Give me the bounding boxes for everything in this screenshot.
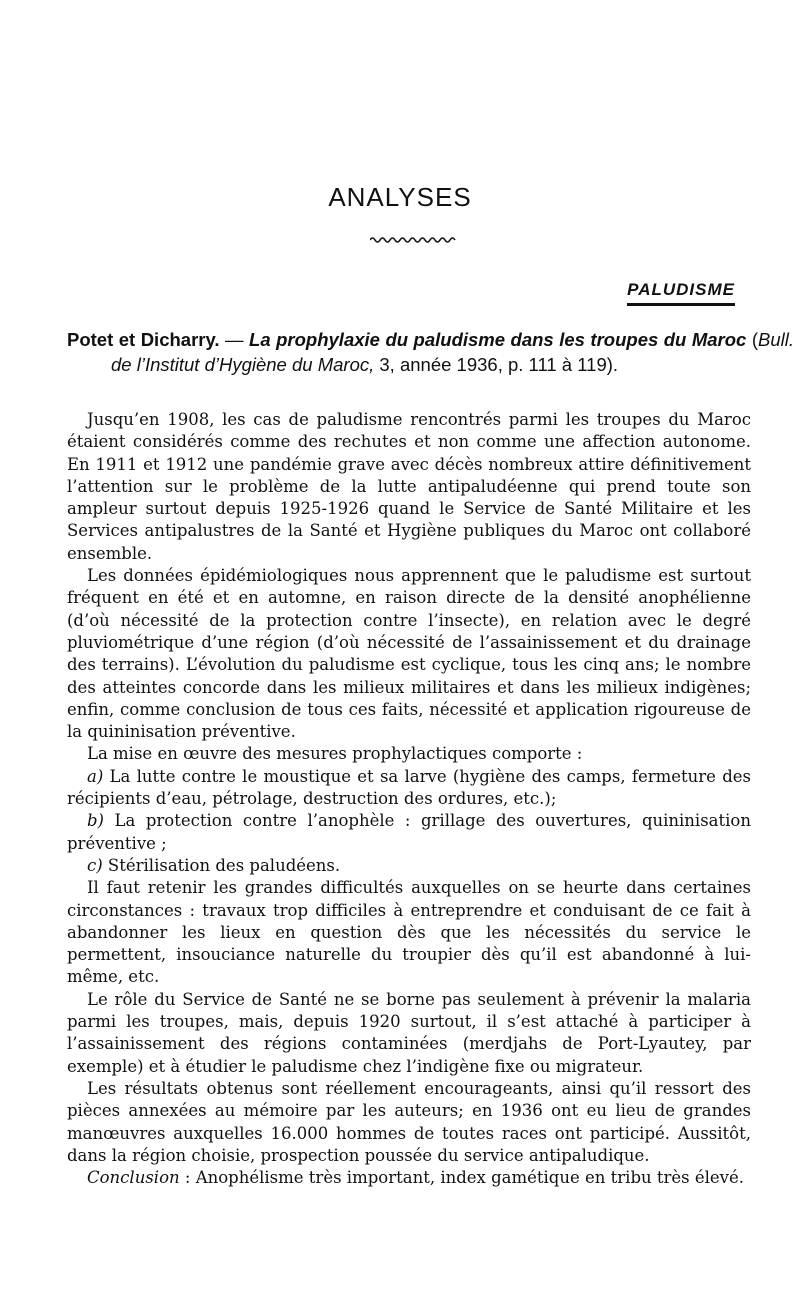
list-marker: a) bbox=[87, 766, 104, 786]
list-item-c bbox=[67, 855, 751, 877]
paragraph-difficulties: Il faut retenir les grandes difficultés auxquelles on se heurte dans certaines circonstances : travaux trop difficiles à entreprendre et conduisant de ce fait à abandonner les lieux en question dès que les nécessités du service le permettent, insouciance naturelle du troupier dès qu’il est abandonné à lui-même, etc. bbox=[67, 878, 751, 987]
paragraph-results: Les résultats obtenus sont réellement encourageants, ainsi qu’il ressort des pièces annexées au mémoire par les auteurs; en 1936 ont eu lieu de grandes manœuvres auxquelles 16.000 hommes de toutes races ont participé. Aussitôt, dans la région choisie, prospection poussée du service antipaludique. bbox=[67, 1078, 751, 1165]
conclusion-label: Conclusion bbox=[87, 1168, 180, 1188]
article-body bbox=[67, 409, 751, 1189]
list-item-b bbox=[67, 810, 751, 855]
wavy-divider-ornament bbox=[370, 236, 456, 244]
article-title: La prophylaxie du paludisme dans les troupes du Maroc bbox=[249, 329, 747, 350]
reference-details: 3, année 1936, p. 111 à 119). bbox=[374, 354, 619, 375]
paragraph-measures-intro: La mise en œuvre des mesures prophylactiques comporte : bbox=[87, 744, 583, 764]
list-item-text: La protection contre l’anophèle : grillage des ouvertures, quininisation préventive ; bbox=[67, 811, 751, 853]
paragraph-health-service: Le rôle du Service de Santé ne se borne pas seulement à prévenir la malaria parmi les troupes, mais, depuis 1920 surtout, il s’est attaché à participer à l’assainissement des régions contaminées (merdjahs de Port-Lyautey, par exemple) et à étudier le paludisme chez l’indigène fixe ou migrateur. bbox=[67, 989, 751, 1076]
article-heading bbox=[67, 327, 794, 377]
reference-journal: Bull. de l’Institut d’Hygiène du Maroc, bbox=[111, 329, 795, 375]
section-title: ANALYSES bbox=[328, 182, 472, 212]
list-item-a bbox=[67, 766, 751, 811]
list-marker: c) bbox=[87, 855, 103, 875]
paragraph-conclusion bbox=[67, 1167, 751, 1189]
subject-heading: PALUDISME bbox=[627, 280, 735, 306]
paragraph-history: Jusqu’en 1908, les cas de paludisme rencontrés parmi les troupes du Maroc étaient considérés comme des rechutes et non comme une affection autonome. En 1911 et 1912 une pandémie grave avec décès nombreux attire définitivement l’attention sur le problème de la lutte antipaludéenne qui prend toute son ampleur surtout depuis 1925-1926 quand le Service de Santé Militaire et les Services antipalustres de la Santé et Hygiène publiques du Maroc ont collaboré ensemble. bbox=[67, 410, 751, 563]
list-item-text: Stérilisation des paludéens. bbox=[102, 855, 341, 875]
paragraph-epidemiology: Les données épidémiologiques nous apprennent que le paludisme est surtout fréquent en été et en automne, en raison directe de la densité anophélienne (d’où nécessité de la protection contre l’insecte), en relation avec le degré pluviométrique d’une région (d’où nécessité de l’assainissement et du drainage des terrains). L’évolution du paludisme est cyclique, tous les cinq ans; le nombre des atteintes concorde dans les milieux militaires et dans les milieux indigènes; enfin, comme conclusion de tous ces faits, nécessité et application rigoureuse de la quininisation préventive. bbox=[67, 566, 751, 742]
reference-open: ( bbox=[746, 329, 759, 350]
conclusion-text: : Anophélisme très important, index gamétique en tribu très élevé. bbox=[179, 1168, 745, 1188]
list-item-text: La lutte contre le moustique et sa larve (hygiène des camps, fermeture des récipients d’eau, pétrolage, destruction des ordures, etc.); bbox=[67, 766, 751, 809]
list-marker: b) bbox=[87, 811, 104, 831]
article-authors: Potet et Dicharry. bbox=[67, 329, 220, 350]
heading-dash: — bbox=[219, 329, 250, 350]
